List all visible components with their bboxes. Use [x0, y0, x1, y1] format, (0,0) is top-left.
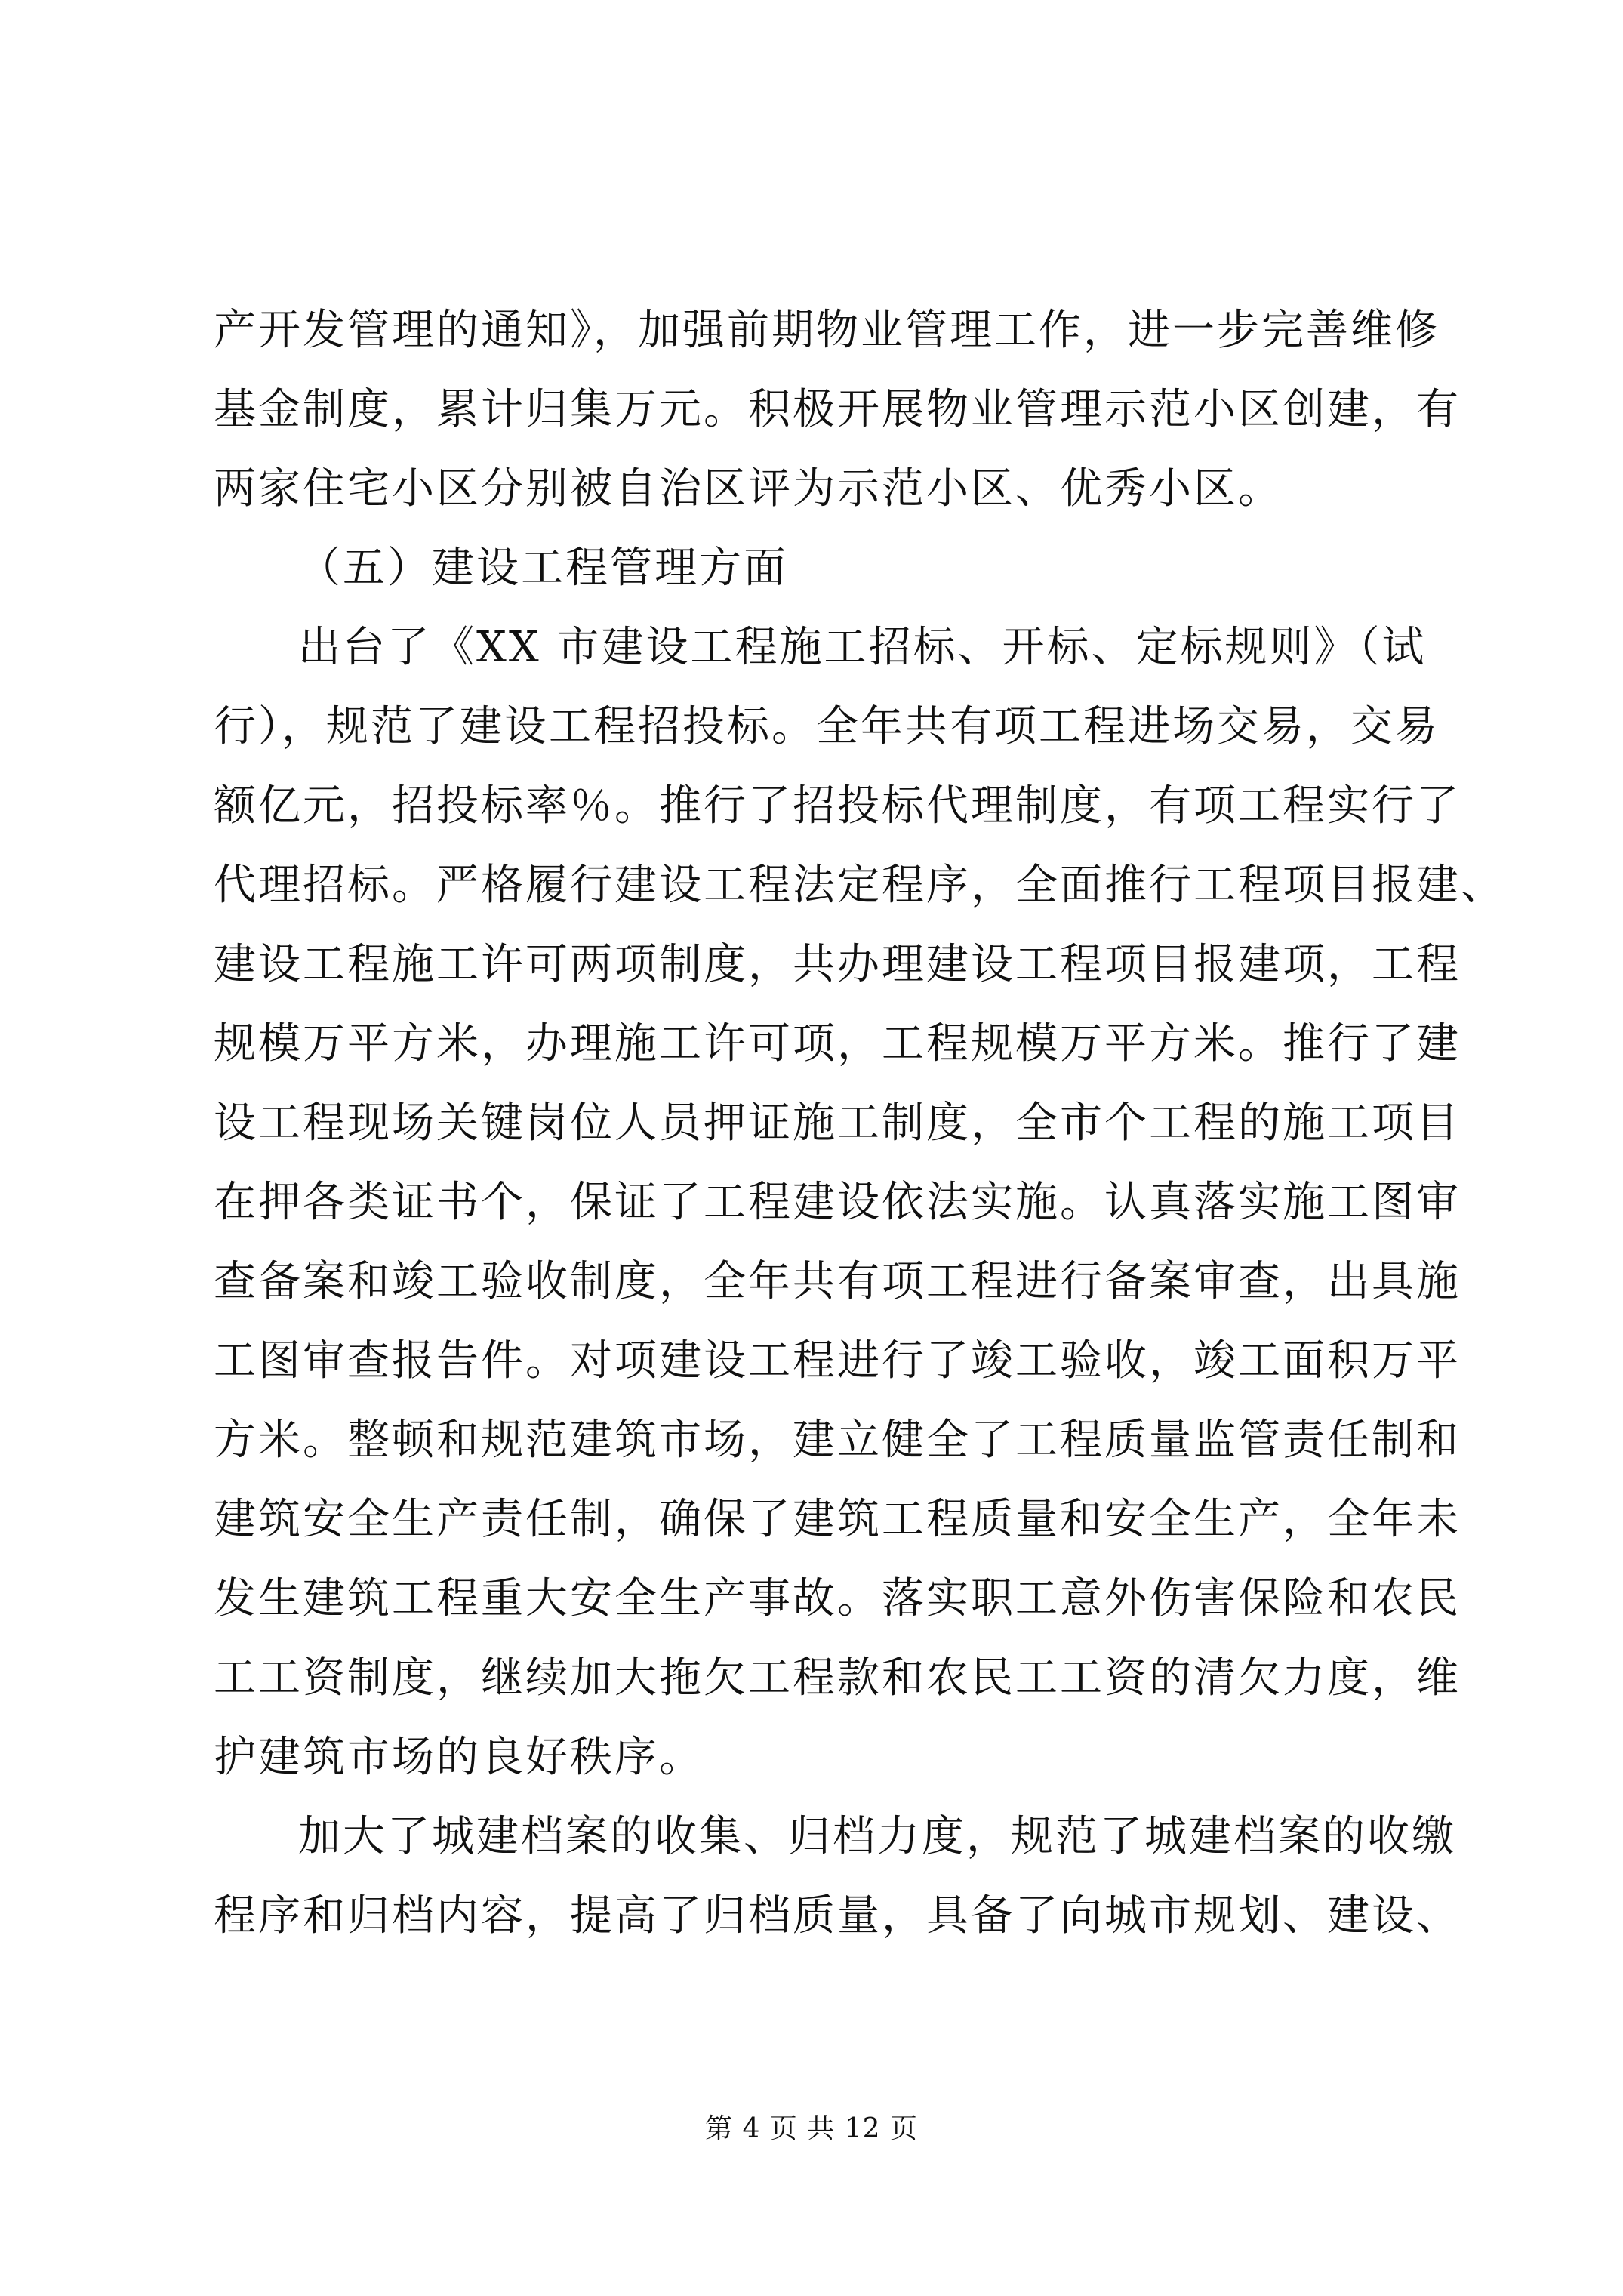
- body-text: [214, 291, 1505, 1955]
- text-line: 规模万平方米，办理施工许可项，工程规模万平方米。推行了建: [214, 1019, 1461, 1068]
- text-line: 基金制度，累计归集万元。积极开展物业管理示范小区创建，有: [214, 385, 1461, 434]
- text-line: 代理招标。严格履行建设工程法定程序，全面推行工程项目报建、: [214, 861, 1505, 910]
- text-line: 额亿元，招投标率％。推行了招投标代理制度，有项工程实行了: [214, 781, 1461, 831]
- section-heading: （五）建设工程管理方面: [298, 544, 788, 593]
- text-line: 查备案和竣工验收制度，全年共有项工程进行备案审查，出具施: [214, 1257, 1461, 1306]
- text-line: 建筑安全生产责任制，确保了建筑工程质量和安全生产，全年未: [214, 1495, 1461, 1544]
- page-footer: [0, 2110, 1623, 2148]
- text-line: 工工资制度，继续加大拖欠工程款和农民工工资的清欠力度，维: [214, 1653, 1461, 1703]
- text-line: 设工程现场关键岗位人员押证施工制度，全市个工程的施工项目: [214, 1099, 1461, 1148]
- text-line: 程序和归档内容，提高了归档质量，具备了向城市规划、建设、: [214, 1891, 1461, 1940]
- text-line: 发生建筑工程重大安全生产事故。落实职工意外伤害保险和农民: [214, 1574, 1461, 1623]
- text-line: 工图审查报告件。对项建设工程进行了竣工验收，竣工面积万平: [214, 1336, 1461, 1385]
- text-line: 在押各类证书个，保证了工程建设依法实施。认真落实施工图审: [214, 1178, 1461, 1227]
- text-line: 行），规范了建设工程招投标。全年共有项工程进场交易，交易: [214, 702, 1440, 751]
- text-line: 加大了城建档案的收集、归档力度，规范了城建档案的收缴: [298, 1812, 1456, 1861]
- text-line: 建设工程施工许可两项制度，共办理建设工程项目报建项，工程: [214, 940, 1461, 989]
- text-line: 两家住宅小区分别被自治区评为示范小区、优秀小区。: [214, 464, 1283, 513]
- page-number: 第 4 页 共 12 页: [705, 2113, 918, 2144]
- text-line: 护建筑市场的良好秩序。: [214, 1733, 704, 1782]
- text-line: 产开发管理的通知》，加强前期物业管理工作，进一步完善维修: [214, 306, 1440, 355]
- text-line: 出台了《XX 市建设工程施工招标、开标、定标规则》（试: [298, 623, 1427, 672]
- text-line: 方米。整顿和规范建筑市场，建立健全了工程质量监管责任制和: [214, 1416, 1461, 1465]
